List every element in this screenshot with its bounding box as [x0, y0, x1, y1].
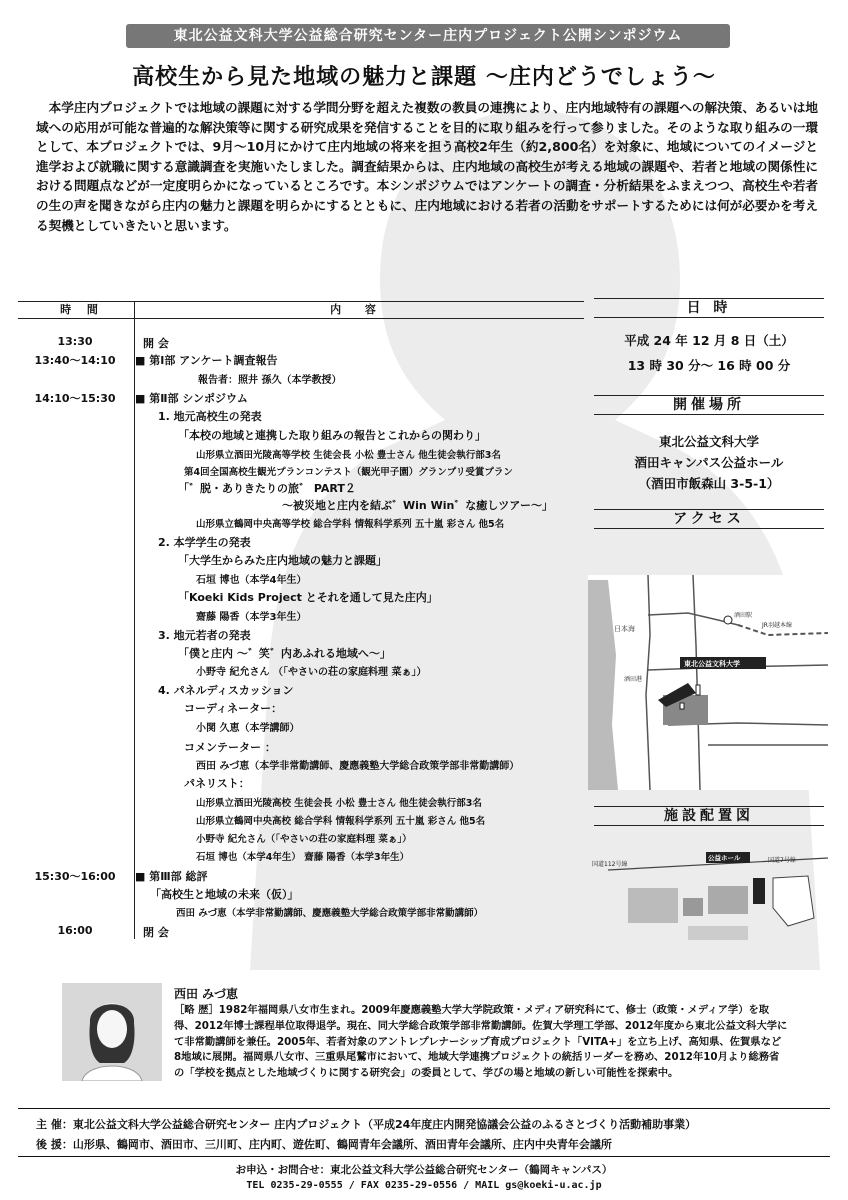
- item-close: 閉 会: [143, 926, 169, 939]
- access-heading: アクセス: [594, 509, 824, 529]
- layout-heading: 施設配置図: [594, 806, 824, 826]
- bio-text: ［略 歴］1982年福岡県八女市生まれ。2009年慶應義塾大学大学院政策・メディア研究科にて、修士（政策・メディア学）を取得、2012年博士課程単位取得退学。現在、同大学総合政策学部非常勤講師。佐賀大学理工学部、2012年度から東北公益文科大学にて非常勤講師を兼任。2005年、若者対象のアントレプレナーシップ育成プロジェクト「VITA+」を立ち上げ、高知県、佐賀県など8地域に展開。福岡県八女市、三重県尾鷲市において、地域大学連携プロジェクトの統括リーダーを務め、2012年10月より総務省の「学校を拠点とした地域づくりに関する研究会」の委員として、学びの場と地域の新しい可能性を探索中。: [174, 1004, 788, 1080]
- item-s2: 2. 本学学生の発表: [158, 536, 251, 549]
- item-s1-title: 「本校の地域と連携した取り組みの報告とこれからの関わり」: [178, 429, 486, 442]
- item-coord-who: 小関 久恵（本学講師）: [196, 723, 300, 734]
- item-part3: ■ 第Ⅲ部 総評: [135, 870, 208, 883]
- map-jr-label: JR羽越本線: [762, 622, 792, 629]
- item-reporter: 報告者：照井 孫久（本学教授）: [198, 375, 342, 386]
- item-comment: コメンテーター ：: [184, 741, 276, 754]
- item-s2-who2: 齋藤 陽香（本学3年生）: [196, 612, 307, 623]
- facility-layout-map: [588, 848, 828, 948]
- item-p4: 石垣 博也（本学4年生） 齋藤 陽香（本学3年生）: [196, 852, 410, 863]
- intro-paragraph: 本学庄内プロジェクトでは地域の課題に対する学問分野を超えた複数の教員の連携により、庄内地域特有の課題への解決策、あるいは地域への応用が可能な普遍的な解決策等に関する研究成果を発信することを目的に取り組みを行って参りました。そのような取り組みの一環として、本プロジェクトでは、9月～10月にかけて庄内地域の将来を担う高校2年生（約2,800名）を対象に、地域についてのイメージと進学および就職に関する意識調査を実施いたしました。調査結果からは、庄内地域の高校生が考える地域の課題や、若者と地域の関係性における問題点などが一定度明らかになっているところです。本シンポジウムではアンケートの調査・分析結果をふまえつつ、高校生や若者の生の声を聞きながら庄内の魅力と課題を明らかにするとともに、庄内地域における若者の活動をサポートするためには何が必要かを考える契機としていきたいと思います。: [36, 100, 819, 233]
- speaker-photo: [62, 983, 162, 1081]
- schedule-header: [18, 301, 584, 319]
- time-2: 13:40～14:10: [34, 354, 116, 367]
- item-s2-who: 石垣 博也（本学4年生）: [196, 575, 307, 586]
- layout-route7: 国道7号線: [768, 857, 796, 864]
- time-3: 14:10～15:30: [34, 392, 116, 405]
- venue-line-1: 東北公益文科大学: [658, 434, 759, 449]
- item-part3-who: 西田 みづ恵（本学非常勤講師、慶應義塾大学総合政策学部非常勤講師）: [176, 908, 484, 919]
- date-line-2: 13 時 30 分～ 16 時 00 分: [627, 358, 791, 373]
- venue-line-3: （酒田市飯森山 3-5-1）: [638, 476, 780, 491]
- time-4: 15:30～16:00: [34, 870, 116, 883]
- schedule-divider: [134, 319, 135, 939]
- item-s3-title: 「僕と庄内 ～゛笑゛内あふれる地域へ～」: [178, 647, 391, 660]
- item-open: 開 会: [143, 337, 169, 350]
- item-p2: 山形県立鶴岡中央高校 総合学科 情報科学系列 五十嵐 彩さん 他5名: [196, 816, 486, 827]
- layout-route112: 国道112号線: [592, 861, 628, 868]
- map-univ-label: 東北公益文科大学: [684, 660, 740, 668]
- venue-heading: 開催場所: [594, 395, 824, 415]
- time-5: 16:00: [57, 924, 93, 937]
- footer-rule-top: [18, 1108, 830, 1109]
- map-port-label: 酒田港: [624, 676, 643, 683]
- item-s1-contest: 第4回全国高校生観光プランコンテスト（観光甲子園）グランプリ受賞プラン: [184, 467, 513, 478]
- item-s4: 4. パネルディスカッション: [158, 684, 294, 697]
- item-s1-who2: 山形県立鶴岡中央高等学校 総合学科 情報科学系列 五十嵐 彩さん 他5名: [196, 519, 505, 530]
- item-part3-title: 「高校生と地域の未来（仮）」: [150, 888, 299, 901]
- item-s1-who: 山形県立酒田光陵高等学校 生徒会長 小松 豊士さん 他生徒会執行部3名: [196, 450, 501, 461]
- page-title: 高校生から見た地域の魅力と課題 ～庄内どうでしょう～: [132, 65, 716, 90]
- item-part1: ■ 第Ⅰ部 アンケート調査報告: [135, 354, 278, 367]
- access-map: [588, 575, 828, 790]
- item-s2-title: 「大学生からみた庄内地域の魅力と課題」: [178, 554, 387, 567]
- bio-name: 西田 みづ恵: [174, 987, 238, 1001]
- map-station-label: 酒田駅: [734, 612, 753, 619]
- item-comment-who: 西田 みづ恵（本学非常勤講師、慶應義塾大学総合政策学部非常勤講師）: [196, 761, 520, 772]
- item-coord: コーディネーター：: [184, 702, 283, 715]
- item-s2-title2: 「Koeki Kids Project とそれを通して見た庄内」: [178, 591, 438, 604]
- item-s1: 1. 地元高校生の発表: [158, 410, 262, 423]
- sponsor-host: 主 催：東北公益文科大学公益総合研究センター 庄内プロジェクト（平成24年度庄内開発協議会公益のふるさとづくり活動補助事業）: [36, 1118, 697, 1131]
- date-heading: 日 時: [594, 298, 824, 318]
- date-line-1: 平成 24 年 12 月 8 日（土）: [624, 333, 794, 348]
- item-s1-title2b: ～被災地と庄内を結ぶ゛Win Win゛な癒しツアー～」: [282, 499, 553, 512]
- contact-line-2: TEL 0235-29-0555 / FAX 0235-29-0556 / MAIL gs@koeki-u.ac.jp: [246, 1180, 602, 1191]
- sponsor-support: 後 援：山形県、鶴岡市、酒田市、三川町、庄内町、遊佐町、鶴岡青年会議所、酒田青年会議所、庄内中央青年会議所: [36, 1138, 612, 1151]
- item-p1: 山形県立酒田光陵高校 生徒会長 小松 豊士さん 他生徒会執行部3名: [196, 798, 482, 809]
- layout-hall-label: 公益ホール: [708, 854, 741, 862]
- item-part2: ■ 第Ⅱ部 シンポジウム: [135, 392, 248, 405]
- item-p3: 小野寺 紀允さん（「やさいの荘の家庭料理 菜ぁ」）: [196, 834, 412, 845]
- col-time: 時 間: [60, 303, 104, 316]
- item-s3-who: 小野寺 紀允さん （「やさいの荘の家庭料理 菜ぁ」）: [196, 667, 427, 678]
- event-banner: 東北公益文科大学公益総合研究センター庄内プロジェクト公開シンポジウム: [126, 24, 730, 48]
- item-s1-title2a: 「゛脱・ありきたりの旅゛ PART２: [178, 482, 356, 495]
- venue-line-2: 酒田キャンパス公益ホール: [634, 455, 784, 470]
- col-content: 内 容: [330, 303, 386, 316]
- contact-line-1: お申込・お問合せ：東北公益文科大学公益総合研究センター（鶴岡キャンパス）: [235, 1164, 613, 1176]
- map-sea-label: 日本海: [614, 625, 635, 633]
- item-panel: パネリスト：: [184, 777, 250, 790]
- time-1: 13:30: [57, 335, 93, 348]
- footer-rule-bottom: [18, 1156, 830, 1157]
- item-s3: 3. 地元若者の発表: [158, 629, 251, 642]
